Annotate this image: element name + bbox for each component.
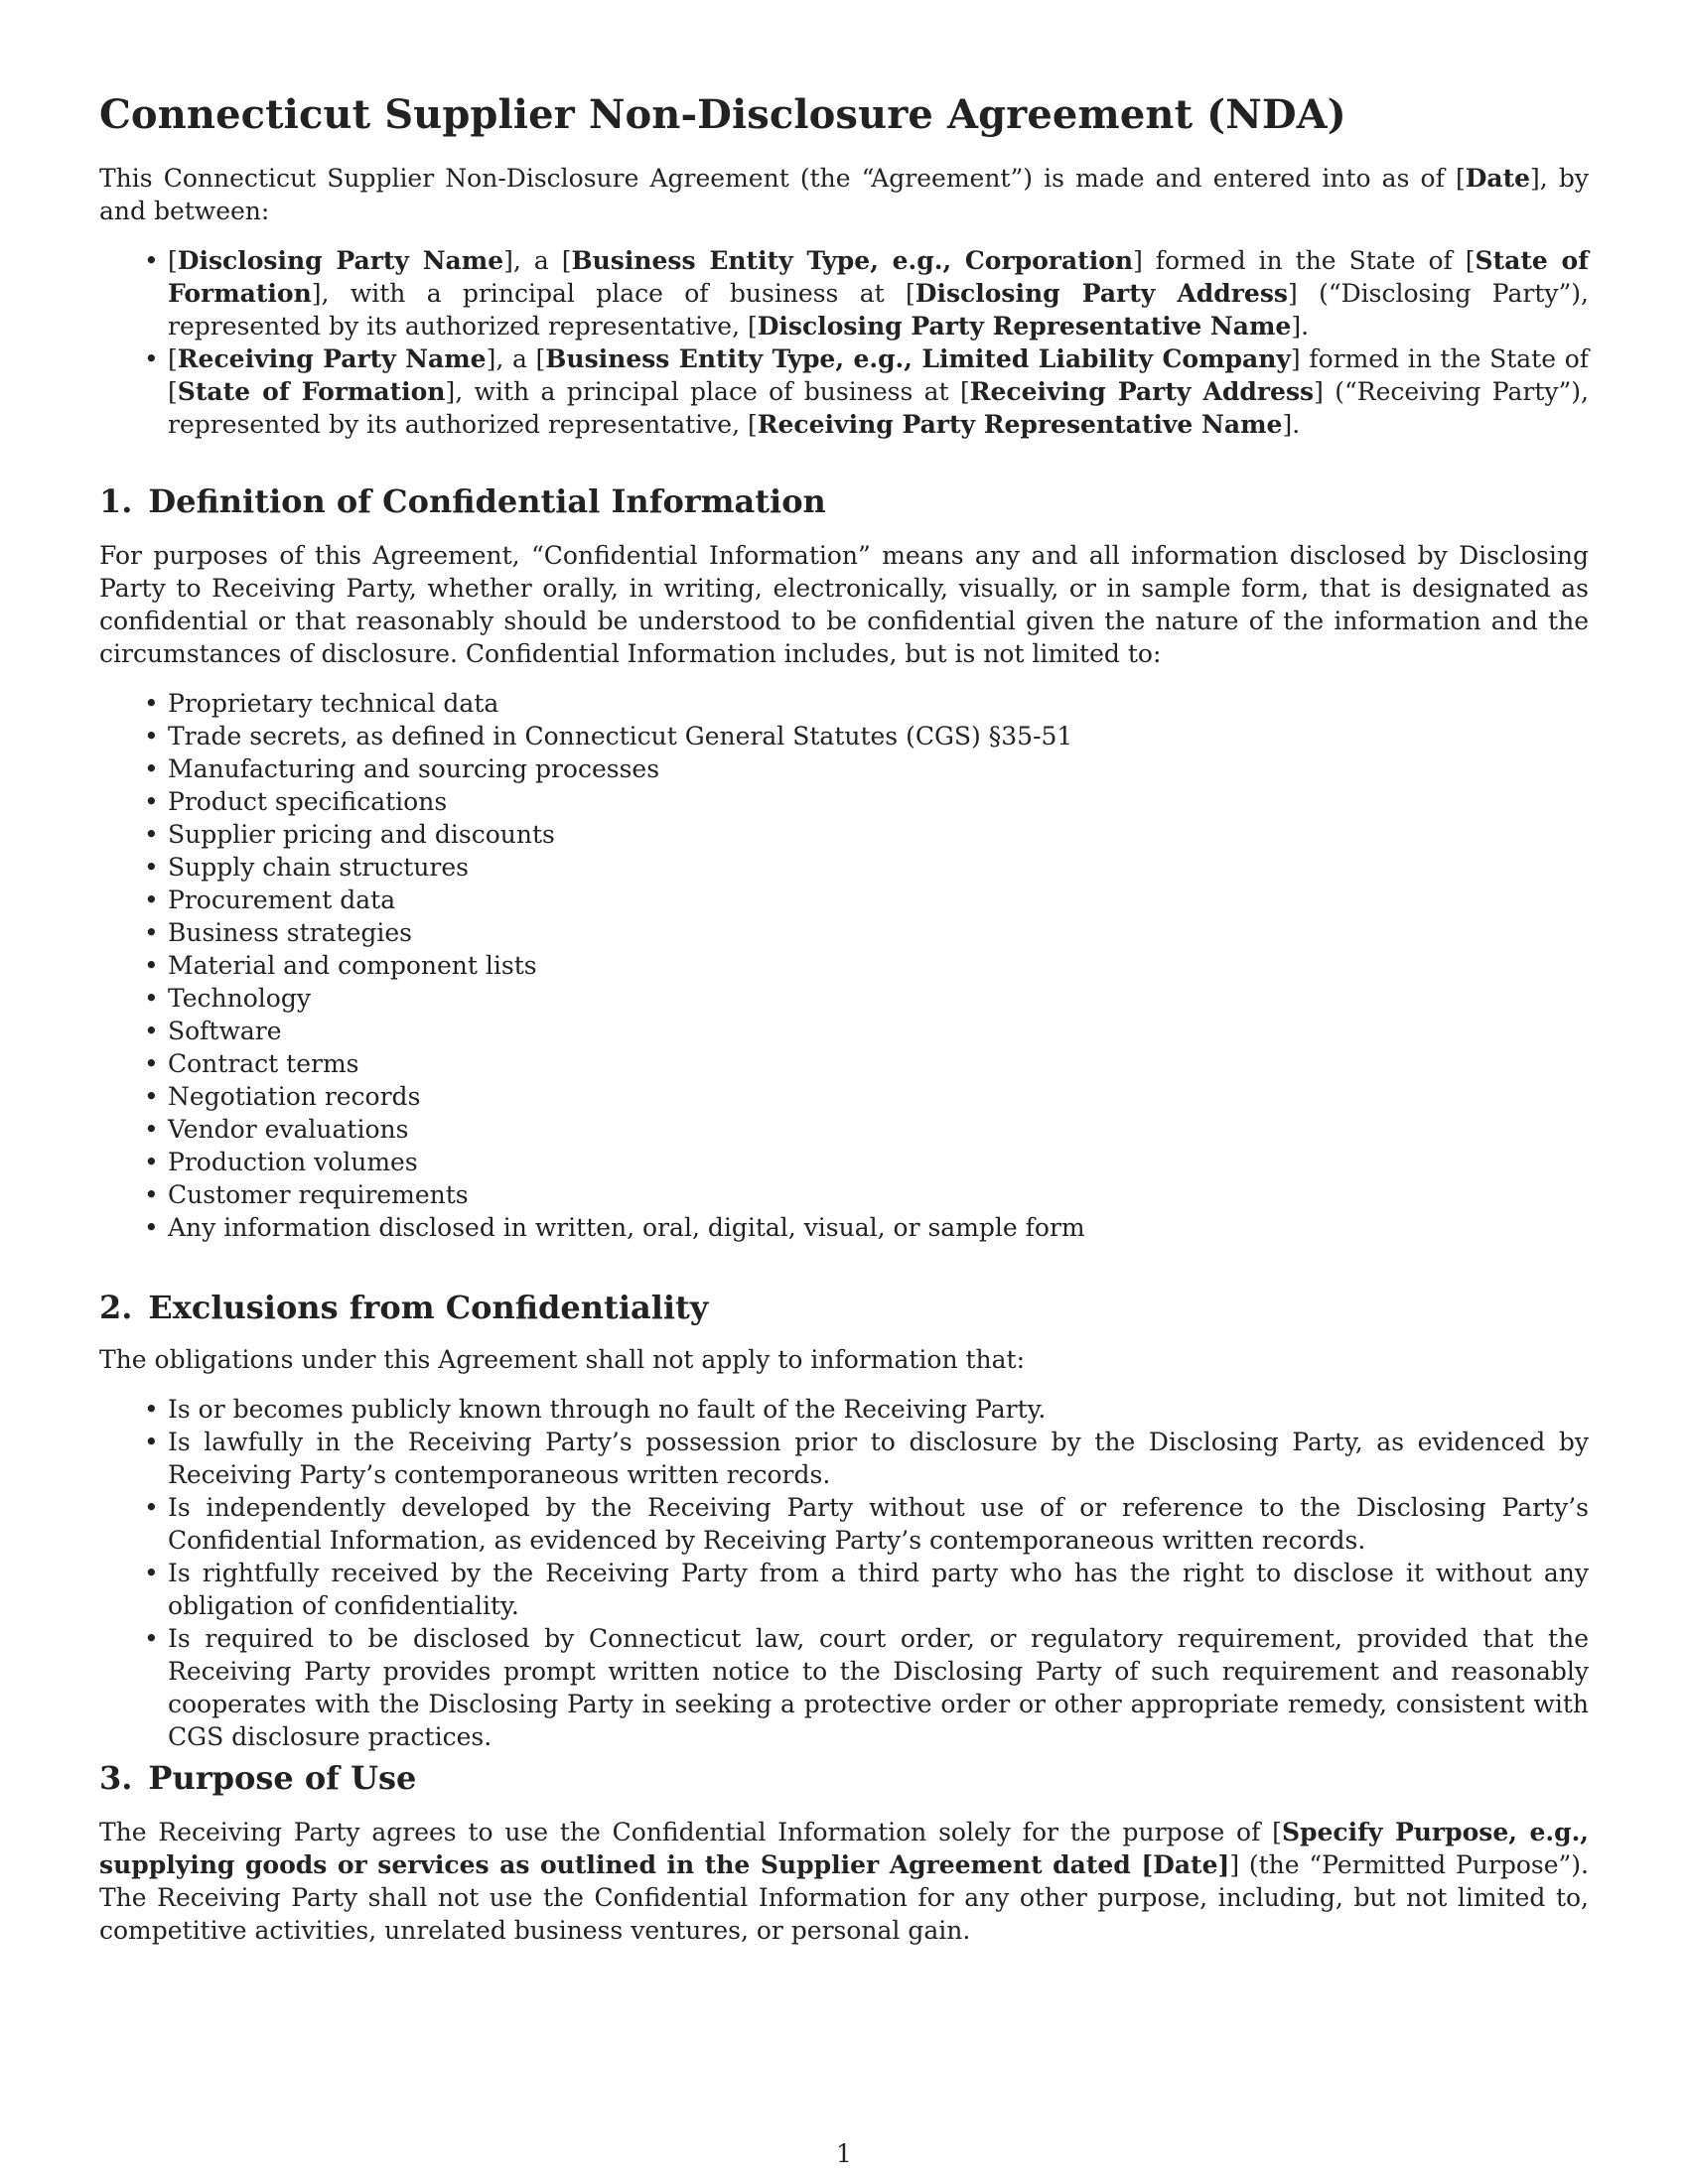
section-3-body xyxy=(99,1816,1589,1947)
parties-list xyxy=(99,244,1589,441)
intro-block xyxy=(99,162,1589,227)
list-item: • Supply chain structures xyxy=(99,851,1589,884)
intro-paragraph: This Connecticut Supplier Non-Disclosure Agreement (the “Agreement”) is made and entered into as of [Date], by and between: xyxy=(99,164,1589,225)
section-heading: 1. Definition of Confidential Information xyxy=(99,482,826,520)
party-item-receiving: • [Receiving Party Name], a [Business Entity Type, e.g., Limited Liability Company] formed in the State of [State of Formation], with a principal place of business at [Receiving Party Address] (“Receiving Party”), represented by its authorized representative, [Receiving Party Representative Name]. xyxy=(99,342,1589,441)
section-2-list xyxy=(99,1393,1589,1753)
section-paragraph: The Receiving Party agrees to use the Confidential Information solely for the purpose of [Specify Purpose, e.g., supplying goods or services as outlined in the Supplier Agreement dated [Date]] (the “Permitted Purpose”). The Receiving Party shall not use the Confidential Information for any other purpose, including, but not limited to, competitive activities, unrelated business ventures, or personal gain. xyxy=(99,1818,1589,1945)
list-item: • Proprietary technical data xyxy=(99,687,1589,720)
section-1-list xyxy=(99,687,1589,1244)
list-item: • Procurement data xyxy=(99,884,1589,916)
document-title: Connecticut Supplier Non-Disclosure Agreement (NDA) xyxy=(99,91,1346,138)
list-item: • Is rightfully received by the Receiving Party from a third party who has the right to disclose it without any obligation of confidentiality. xyxy=(99,1557,1589,1622)
list-item: • Business strategies xyxy=(99,916,1589,949)
section-3 xyxy=(99,1758,1589,1798)
list-item: • Is or becomes publicly known through no fault of the Receiving Party. xyxy=(99,1393,1589,1426)
confidential-info-list xyxy=(99,687,1589,1244)
list-item: • Contract terms xyxy=(99,1047,1589,1080)
section-1 xyxy=(99,481,1589,521)
list-item: • Is required to be disclosed by Connecticut law, court order, or regulatory requirement, provided that the Receiving Party provides prompt written notice to the Disclosing Party of such requirement and reasonably cooperates with the Disclosing Party in seeking a protective order or other appropriate remedy, consistent with CGS disclosure practices. xyxy=(99,1622,1589,1753)
section-1-body xyxy=(99,539,1589,670)
list-item: • Is independently developed by the Receiving Party without use of or reference to the Disclosing Party’s Confidential Information, as evidenced by Receiving Party’s contemporaneous written records. xyxy=(99,1491,1589,1557)
purpose-placeholder: Specify Purpose, e.g., supplying goods or services as outlined in the Supplier Agreement dated [Date] xyxy=(99,1818,1589,1879)
section-2-body xyxy=(99,1343,1589,1376)
list-item: • Production volumes xyxy=(99,1146,1589,1178)
list-item: • Any information disclosed in written, oral, digital, visual, or sample form xyxy=(99,1211,1589,1244)
exclusions-list xyxy=(99,1393,1589,1753)
list-item: • Supplier pricing and discounts xyxy=(99,818,1589,851)
list-item: • Software xyxy=(99,1015,1589,1047)
list-item: • Is lawfully in the Receiving Party’s possession prior to disclosure by the Disclosing Party, as evidenced by Receiving Party’s contemporaneous written records. xyxy=(99,1426,1589,1491)
document-page xyxy=(99,0,1589,2184)
section-paragraph: The obligations under this Agreement shall not apply to information that: xyxy=(99,1345,1026,1374)
page-number: 1 xyxy=(836,2139,852,2168)
party-item-disclosing: • [Disclosing Party Name], a [Business Entity Type, e.g., Corporation] formed in the State of [State of Formation], with a principal place of business at [Disclosing Party Address] (“Disclosing Party”), represented by its authorized representative, [Disclosing Party Representative Name]. xyxy=(99,244,1589,342)
section-heading: 2. Exclusions from Confidentiality xyxy=(99,1289,709,1326)
list-item: • Manufacturing and sourcing processes xyxy=(99,752,1589,785)
list-item: • Vendor evaluations xyxy=(99,1113,1589,1146)
section-2 xyxy=(99,1288,1589,1327)
date-placeholder: Date xyxy=(1465,164,1531,193)
list-item: • Technology xyxy=(99,982,1589,1015)
section-paragraph: For purposes of this Agreement, “Confidential Information” means any and all information disclosed by Disclosing Party to Receiving Party, whether orally, in writing, electronically, visually, or in sample form, that is designated as confidential or that reasonably should be understood to be confidential given the nature of the information and the circumstances of disclosure. Confidential Information includes, but is not limited to: xyxy=(99,541,1589,668)
list-item: • Customer requirements xyxy=(99,1178,1589,1211)
list-item: • Product specifications xyxy=(99,785,1589,818)
section-heading: 3. Purpose of Use xyxy=(99,1759,417,1797)
list-item: • Material and component lists xyxy=(99,949,1589,982)
list-item: • Trade secrets, as defined in Connecticut General Statutes (CGS) §35-51 xyxy=(99,720,1589,752)
list-item: • Negotiation records xyxy=(99,1080,1589,1113)
parties-block xyxy=(99,244,1589,441)
